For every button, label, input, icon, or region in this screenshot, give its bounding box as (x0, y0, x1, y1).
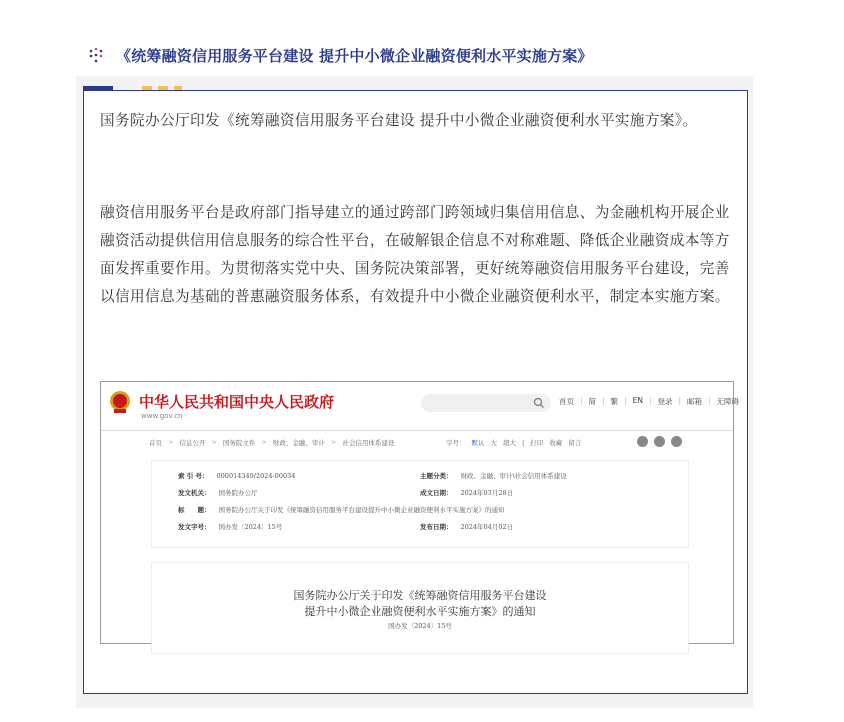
article-title-row (88, 44, 593, 66)
crumb-credit[interactable]: 社会信用体系建设 (342, 439, 395, 447)
search-icon[interactable] (533, 397, 545, 409)
favorite-button[interactable]: 收藏 (549, 439, 563, 447)
link-traditional[interactable]: 繁 (610, 397, 619, 406)
link-mail[interactable]: 邮箱 (687, 397, 703, 406)
link-english[interactable]: EN (632, 396, 643, 405)
link-home[interactable]: 首页 (559, 397, 574, 406)
dots-icon (88, 47, 104, 63)
link-accessibility[interactable]: 无障碍 (716, 397, 740, 406)
print-button[interactable]: 打印 (530, 439, 544, 447)
link-simplified[interactable]: 简 (588, 397, 597, 406)
top-links: 首页 | 简 | 繁 | EN | 登录 | 邮箱 | 无障碍 (559, 396, 740, 406)
link-login[interactable]: 登录 (657, 397, 673, 406)
wechat-icon[interactable] (654, 436, 665, 447)
document-header (151, 562, 689, 654)
meta-created: 成文日期： 2024年03月28日 (420, 489, 514, 497)
meta-category: 主题分类： 财政、金融、审计\社会信用体系建设 (420, 472, 567, 480)
national-emblem-icon (109, 390, 131, 414)
doc-number: 国办发〔2024〕15号 (388, 622, 452, 630)
font-default[interactable]: 默认 (471, 439, 485, 447)
font-xlarge[interactable]: 超大 (503, 439, 516, 447)
doc-title-line2: 提升中小微企业融资便利水平实施方案》的通知 (304, 605, 536, 618)
embedded-screenshot[interactable] (100, 381, 740, 644)
meta-title: 标 题： 国务院办公厅关于印发《统筹融资信用服务平台建设提升中小微企业融资便利水平实施方案》的通知 (178, 506, 505, 514)
meta-published: 发布日期： 2024年04月02日 (420, 523, 514, 531)
page-tools: 字号： 默认 大 超大 | 打印 收藏 留言 (446, 438, 582, 447)
qzone-icon[interactable] (671, 436, 682, 447)
crumb-home[interactable]: 首页 (149, 439, 162, 447)
comment-button[interactable]: 留言 (568, 439, 582, 447)
crumb-finance[interactable]: 财政、金融、审计 (272, 439, 325, 447)
doc-title-line1: 国务院办公厅关于印发《统筹融资信用服务平台建设 (293, 589, 547, 602)
site-url: www.gov.cn (141, 412, 183, 420)
crumb-info[interactable]: 信息公开 (179, 439, 206, 447)
gov-header (101, 382, 740, 431)
intro-paragraph: 国务院办公厅印发《统筹融资信用服务平台建设 提升中小微企业融资便利水平实施方案》。 (100, 112, 698, 129)
article-title: 《统筹融资信用服务平台建设 提升中小微企业融资便利水平实施方案》 (116, 46, 593, 65)
site-name[interactable]: 中华人民共和国中央人民政府 (139, 393, 335, 411)
weibo-icon[interactable] (637, 436, 648, 447)
font-large[interactable]: 大 (490, 439, 497, 447)
breadcrumb: 首页 > 信息公开 > 国务院文件 > 财政、金融、审计 > 社会信用体系建设 (149, 438, 395, 447)
meta-issuer: 发文机关： 国务院办公厅 (178, 489, 258, 497)
font-size-label: 字号： (446, 439, 466, 447)
meta-index: 索 引 号： 000014349/2024-00034 (178, 472, 296, 480)
search-input[interactable] (421, 394, 551, 412)
meta-table (151, 460, 689, 548)
crumb-docs[interactable]: 国务院文件 (222, 439, 256, 447)
body-paragraph: 融资信用服务平台是政府部门指导建立的通过跨部门跨领域归集信用信息、为金融机构开展企业融资活动提供信用信息服务的综合性平台，在破解银企信息不对称难题、降低企业融资成本等方面发挥重要作用。为贯彻落实党中央、国务院决策部署，更好统筹融资信用服务平台建设，完善以信用信息为基础的普惠融资服务体系，有效提升中小微企业融资便利水平，制定本实施方案。 (100, 204, 730, 305)
meta-docno: 发文字号： 国办发〔2024〕15号 (178, 523, 283, 531)
share-icons (637, 436, 682, 447)
content-frame (83, 90, 748, 694)
